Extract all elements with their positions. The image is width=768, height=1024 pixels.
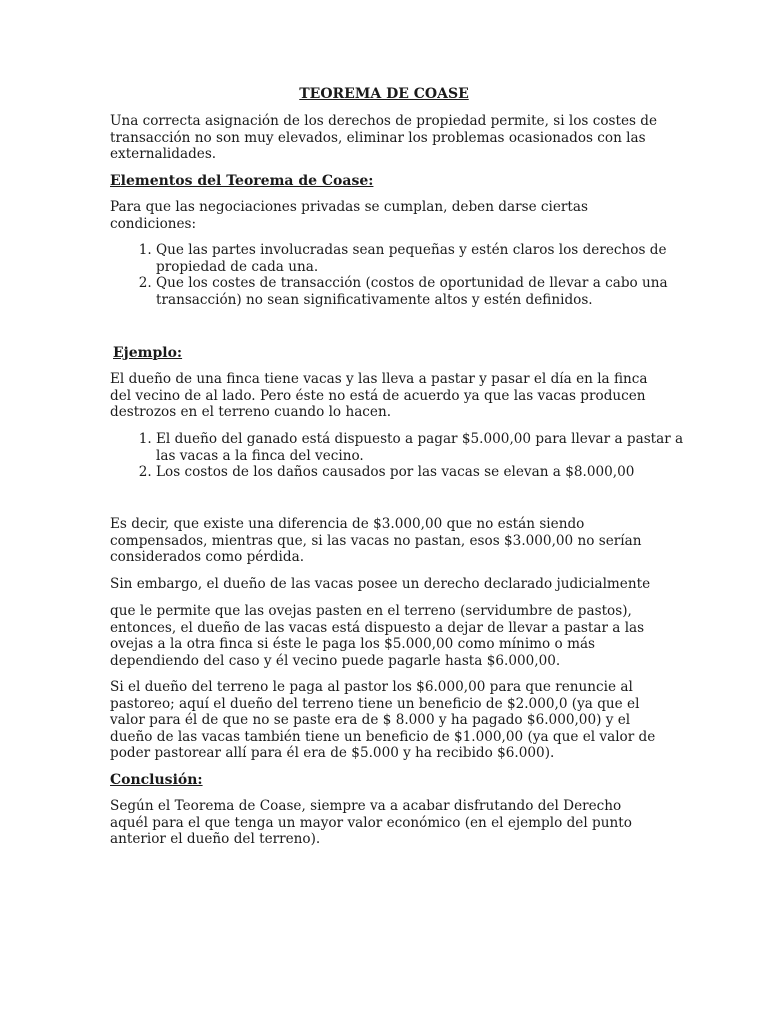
list-item: 1. El dueño del ganado está dispuesto a pagar $5.000,00 para llevar a pastar a las vacas a la finca del vecino. (156, 431, 704, 464)
document-title: TEOREMA DE COASE (299, 86, 469, 102)
right-paragraph: Sin embargo, el dueño de las vacas posee un derecho declarado judicialmente (110, 576, 651, 592)
example-heading: Ejemplo: (113, 345, 183, 361)
list-item: 2. Los costos de los daños causados por las vacas se elevan a $8.000,00 (156, 464, 704, 481)
difference-paragraph: Es decir, que existe una diferencia de $3.000,00 que no están siendo compensados, mientras que, si las vacas no pastan, esos $3.000,00 no serían considerados como pérdida. (110, 516, 642, 566)
elements-intro-paragraph: Para que las negociaciones privadas se cumplan, deben darse ciertas condiciones: (110, 199, 588, 232)
example-paragraph: El dueño de una finca tiene vacas y las lleva a pastar y pasar el día en la finca del vecino de al lado. Pero éste no está de acuerdo ya que las vacas producen destrozos en el terreno cuando lo hacen. (110, 371, 648, 421)
conclusion-paragraph: Según el Teorema de Coase, siempre va a acabar disfrutando del Derecho aquél para el que tenga un mayor valor económico (en el ejemplo del punto anterior el dueño del terreno). (110, 798, 632, 848)
easement-paragraph: que le permite que las ovejas pasten en el terreno (servidumbre de pastos), entonces, el dueño de las vacas está dispuesto a dejar de llevar a pastar a las ovejas a la otra finca si éste le paga los $5.000,00 como mínimo o más dependiendo del caso y él vecino puede pagarle hasta $6.000,00. (110, 603, 645, 669)
intro-paragraph: Una correcta asignación de los derechos de propiedad permite, si los costes de transacción no son muy elevados, eliminar los problemas ocasionados con las externalidades. (110, 113, 658, 163)
payment-paragraph: Si el dueño del terreno le paga al pastor los $6.000,00 para que renuncie al pastoreo; aquí el dueño del terreno tiene un beneficio de $2.000,0 (ya que el valor para él de que no se paste era de $ 8.000 y ha pagado $6.000,00) y el dueño de las vacas también tiene un beneficio de $1.000,00 (ya que el valor de poder pastorear allí para él era de $5.000 y ha recibido $6.000). (110, 679, 656, 762)
list-item: 1. Que las partes involucradas sean pequeñas y estén claros los derechos de propiedad de cada una. (156, 242, 704, 275)
conclusion-heading: Conclusión: (110, 772, 203, 788)
conditions-list (110, 242, 704, 308)
elements-heading: Elementos del Teorema de Coase: (110, 173, 374, 189)
example-list (110, 431, 704, 481)
list-item: 2. Que los costes de transacción (costos de oportunidad de llevar a cabo una transacción) no sean significativamente altos y estén definidos. (156, 275, 704, 308)
